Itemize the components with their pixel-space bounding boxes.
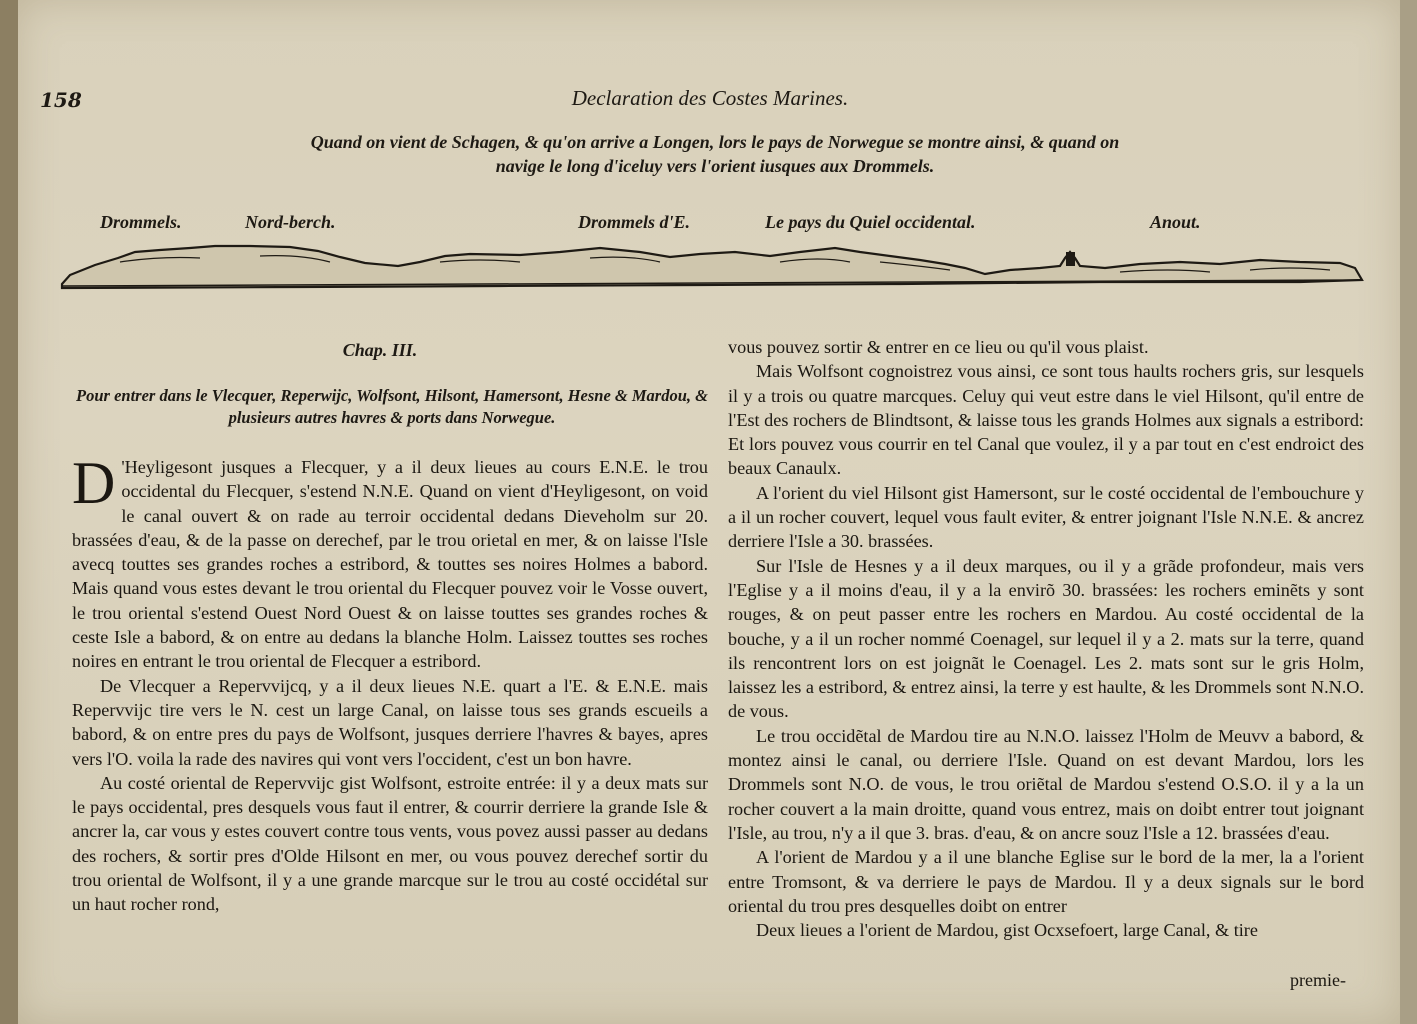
paragraph: A l'orient de Mardou y a il une blanche Eglise sur le bord de la mer, la a l'orient entre Tromsont, & va derriere le pays de Mardou. Il y a deux signals sur le bord oriental du trou pres desquelles doibt on entrer — [728, 847, 1364, 916]
church-tower-icon — [1066, 252, 1075, 266]
coast-label-drommels-e: Drommels d'E. — [578, 212, 691, 232]
paragraph: Deux lieues a l'orient de Mardou, gist Ocxsefoert, large Canal, & tire — [756, 920, 1258, 941]
coast-label-nord-berch: Nord-berch. — [245, 212, 336, 232]
right-column — [728, 335, 1364, 942]
paragraph: Mais Wolfsont cognoistrez vous ainsi, ce sont tous haults rochers gris, sur lesquels il y a trois ou quatre marcques. Celuy qui veut estre dans le viel Hilsont, qu'il entre de l'Est des rochers de Blindtsont, & laisse tous les grands Holmes aux signals a estribord: Et lors pouvez vous courrir en tel Canal que voulez, il y a par tout en c'est endroict des beaux Canaulx. — [728, 361, 1364, 479]
paragraph: A l'orient du viel Hilsont gist Hamersont, sur le costé occidental de l'embouchure y a il un rocher couvert, lequel vous fault eviter, & entrer joignant l'Isle N.N.E. & ancrez derriere l'Isle a 30. brassées. — [728, 482, 1364, 552]
paragraph: Au costé oriental de Repervvijc gist Wolfsont, estroite entrée: il y a deux mats sur le pays occidental, pres desquels vous faut il entrer, & courrir derriere la grande Isle & ancrer la, car vous y estes couvert contre tous vents, vous povez aussi passer au dedans des rochers, & sortir pres d'Olde Hilsont en mer, ou vous pouvez derechef sortir du trou oriental de Wolfsont, il y a une grande marcque sur le trou au costé occidétal sur un haut rocher rond, — [72, 772, 708, 915]
coastline-profile — [0, 0, 1417, 320]
paragraph-text: 'Heyligesont jusques a Flecquer, y a il deux lieues au cours E.N.E. le trou occidental du Flecquer, s'estend N.N.E. Quand on vient d'Heyligesont, on void le canal ouvert & on rade au terroir occidental dedans Dieveholm sur 20. brassées d'eau, & de la passe on derechef, par le trou orietal en mer, & on laisse l'Isle avecq touttes ses grandes roches a estribord, & touttes ses noires Holmes a babord. Mais quand vous estes devant le trou oriental du Flecquer pouvez voir le Vosse ouvert, le trou oriental s'estend Ouest Nord Ouest & on laisse touttes ses grandes roches & ceste Isle a babord, & on entre au dedans la blanche Holm. Laissez touttes ses roches noires en entrant le trou oriental de Flecquer a estribord. — [72, 457, 708, 672]
coast-label-quiel: Le pays du Quiel occidental. — [765, 212, 976, 232]
illustration-caption: Quand on vient de Schagen, & qu'on arrive a Longen, lors le pays de Norwegue se montre ainsi, & quand on navige le long d'iceluy vers l'orient iusques aux Drommels. — [310, 132, 1120, 176]
paragraph — [72, 450, 708, 674]
coast-label-drommels: Drommels. — [100, 212, 182, 232]
paragraph: Sur l'Isle de Hesnes y a il deux marques, ou il y a grãde profondeur, mais vers l'Eglise y a il moins d'eau, il y a la envirõ 30. brassées: les rochers eminẽts y sont rouges, & on peut passer entre les rochers en Mardou. Au costé occidental de la bouche, y a il un rocher nommé Coenagel, sur lequel il y a 2. mats sur la terre, quand ils rencontrent lors on est joignãt le Coenagel. Les 2. mats sont sur le gris Holm, laissez les a estribord, & entrez ainsi, la terre y est haulte, & les Drommels sont N.N.O. de vous. — [728, 555, 1364, 722]
catchword: premie- — [1290, 970, 1346, 990]
running-title: Declaration des Costes Marines. — [571, 86, 849, 110]
paragraph: Le trou occidẽtal de Mardou tire au N.N.O. laissez l'Holm de Meuvv a babord, & montez ainsi le canal, ou derriere l'Isle. Quand on est devant Mardou, lors les Drommels sont N.O. de vous, le trou oriẽtal de Mardou s'estend O.S.O. il y a la un rocher couvert a la main droitte, quand vous entrez, mais on doibt entrer tout joignant l'Isle, au trou, n'y a il que 3. bras. d'eau, & on ancre souz l'Isle a 12. brassées d'eau. — [728, 725, 1364, 843]
coastline-shape — [62, 246, 1362, 288]
drop-cap: D — [72, 450, 116, 516]
page-number: 158 — [40, 88, 82, 112]
left-column — [72, 450, 708, 917]
paragraph: De Vlecquer a Repervvijcq, y a il deux lieues N.E. quart a l'E. & E.N.E. mais Repervvijc tire vers le N. cest un large Canal, on laisse tous ses grands escueils a babord, & on entre pres du pays de Wolfsont, jusques derriere l'havres & bayes, apres vers l'O. voila la rade des navires qui vont vers l'occident, c'est un bon havre. — [72, 675, 708, 769]
chapter-title: Chap. III. — [342, 340, 418, 360]
coast-label-anout: Anout. — [1150, 212, 1201, 232]
paragraph: vous pouvez sortir & entrer en ce lieu ou qu'il vous plaist. — [728, 337, 1149, 357]
chapter-subtitle: Pour entrer dans le Vlecquer, Reperwijc, Wolfsont, Hilsont, Hamersont, Hesne & Mardou, & plusieurs autres havres & ports dans Norwegue. — [76, 386, 708, 427]
